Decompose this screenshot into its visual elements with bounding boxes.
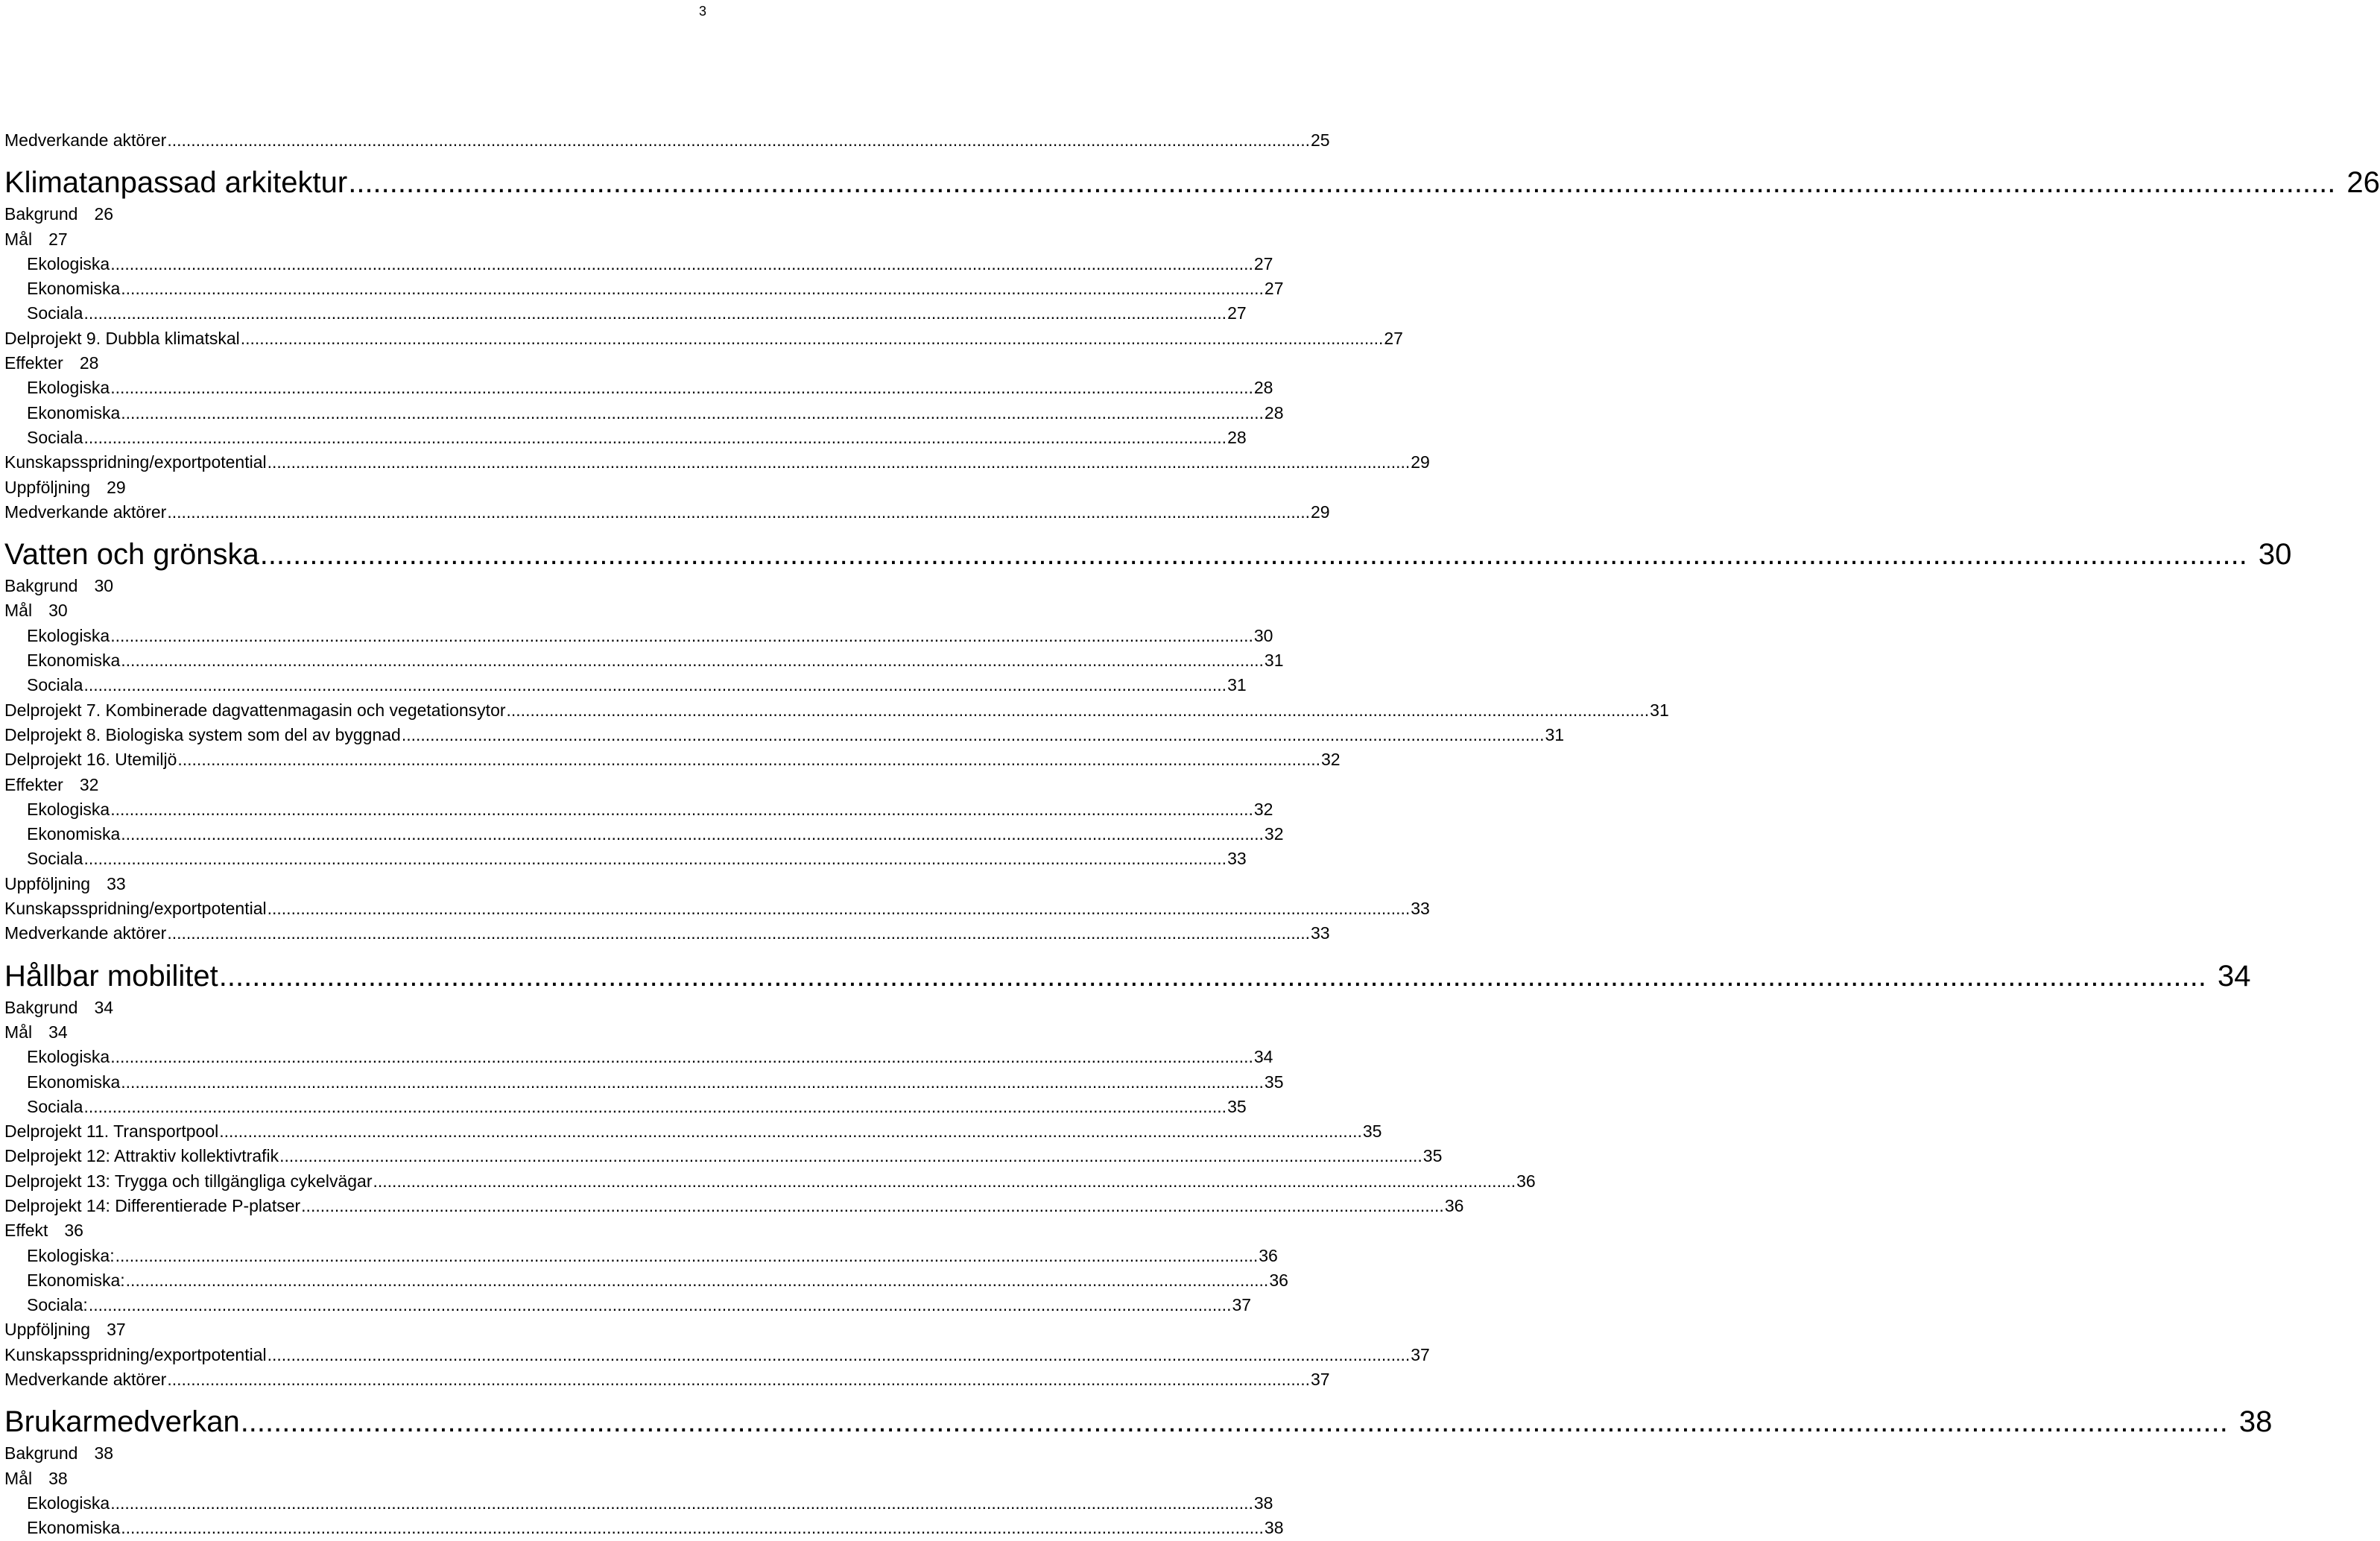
toc-entry-title: Ekonomiska xyxy=(27,279,121,299)
toc-entry-title: Delprojekt 13: Trygga och tillgängliga cykelvägar xyxy=(4,1171,373,1191)
toc-entry[interactable] xyxy=(4,921,1330,946)
toc-entry[interactable] xyxy=(4,1194,1464,1218)
toc-entry-title: Ekologiska xyxy=(27,1047,110,1067)
toc-section-heading[interactable] xyxy=(4,535,2292,574)
toc-entry[interactable] xyxy=(4,673,1247,697)
toc-entry[interactable] xyxy=(4,747,1341,772)
toc-dot-leader: ................................................................................................................................................................................................................................................ xyxy=(267,899,1411,919)
toc-entry[interactable] xyxy=(4,797,1273,822)
toc-entry-title: Delprojekt 14: Differentierade P-platser xyxy=(4,1195,301,1215)
toc-dot-leader: ................................................................................................................................................................................................................................................ xyxy=(88,1295,1232,1315)
toc-entry-title: Medverkande aktörer xyxy=(4,1370,167,1390)
toc-entry-title: Ekonomiska: xyxy=(27,1270,125,1290)
toc-dot-leader: ................................................................................................................................................................................................................................................ xyxy=(83,1096,1227,1116)
toc-page-number: 27 xyxy=(1253,253,1273,273)
toc-entry-title: Sociala xyxy=(27,1096,83,1116)
toc-dot-leader: ................................................................................................................................................................................................................................................ xyxy=(506,700,1650,720)
toc-entry[interactable] xyxy=(4,1020,709,1045)
toc-entry[interactable] xyxy=(4,624,1273,648)
toc-entry[interactable] xyxy=(4,1367,1330,1392)
table-of-contents xyxy=(4,128,2380,1541)
toc-page-number: 29 xyxy=(1310,501,1330,522)
toc-entry[interactable] xyxy=(4,376,1273,400)
toc-page-number: 37 xyxy=(1411,1344,1430,1364)
toc-page-number: 38 xyxy=(1264,1518,1284,1538)
toc-dot-leader: ................................................................................................................................................................................................................................................ xyxy=(121,651,1264,671)
toc-entry-title: Kunskapsspridning/exportpotential xyxy=(4,452,267,472)
toc-dot-leader: ................................................................................................................................................................................................................................................ xyxy=(83,849,1227,869)
toc-page-number: 30 xyxy=(94,576,114,596)
toc-dot-leader: ................................................................................................................................................................................................................................................ xyxy=(167,130,1310,150)
toc-entry-title: Uppföljning xyxy=(4,477,91,497)
toc-page-number: 37 xyxy=(1310,1370,1330,1390)
toc-dot-leader: ................................................................................................................................................................................................................................................ xyxy=(121,1072,1264,1092)
toc-entry-title: Ekonomiska xyxy=(27,1518,121,1538)
toc-page-number: 35 xyxy=(1227,1096,1247,1116)
toc-page-number: 35 xyxy=(1422,1146,1443,1166)
toc-page-number: 32 xyxy=(1321,750,1341,770)
toc-entry-title: Bakgrund xyxy=(4,204,78,224)
toc-entry-title: Medverkande aktörer xyxy=(4,130,167,150)
page-number: 3 xyxy=(698,4,706,19)
toc-entry[interactable] xyxy=(4,1293,1252,1317)
toc-entry-title: Sociala: xyxy=(27,1295,88,1315)
toc-dot-leader: ................................................................................................................................................................................................................................................ xyxy=(279,1146,1422,1166)
toc-page-number: 36 xyxy=(1259,1245,1278,1265)
toc-page-number: 30 xyxy=(48,601,68,621)
toc-page-number: 38 xyxy=(48,1468,68,1488)
toc-page-number: 25 xyxy=(1310,130,1330,150)
toc-dot-leader: ................................................................................................................................................................................................................................................ xyxy=(125,1270,1269,1290)
toc-dot-leader: ................................................................................................................................................................................................................................................ xyxy=(259,538,2247,572)
toc-dot-leader: ................................................................................................................................................................................................................................................ xyxy=(121,279,1264,299)
toc-entry-title: Delprojekt 7. Kombinerade dagvattenmagasin och vegetationsytor xyxy=(4,700,506,720)
toc-entry[interactable] xyxy=(4,1466,709,1491)
toc-entry-title: Delprojekt 16. Utemiljö xyxy=(4,750,177,770)
toc-entry[interactable] xyxy=(4,1343,1430,1367)
toc-page-number: 35 xyxy=(1362,1121,1382,1142)
toc-entry-title: Kunskapsspridning/exportpotential xyxy=(4,1344,267,1364)
toc-page-number: 36 xyxy=(1269,1270,1288,1290)
toc-entry[interactable] xyxy=(4,574,709,598)
toc-page-number: 34 xyxy=(48,1022,68,1042)
toc-entry-title: Effekt xyxy=(4,1221,48,1241)
toc-page-number: 31 xyxy=(1545,724,1565,744)
toc-entry-title: Ekologiska xyxy=(27,1493,110,1513)
toc-dot-leader: ................................................................................................................................................................................................................................................ xyxy=(177,750,1321,770)
toc-page-number: 31 xyxy=(1650,700,1669,720)
toc-entry[interactable] xyxy=(4,1169,1536,1194)
toc-entry[interactable] xyxy=(4,252,1273,276)
toc-dot-leader: ................................................................................................................................................................................................................................................ xyxy=(167,923,1310,943)
toc-page-number: 33 xyxy=(107,873,126,893)
toc-entry-title: Mål xyxy=(4,601,33,621)
toc-entry[interactable] xyxy=(4,227,709,252)
toc-page-number: 37 xyxy=(1232,1295,1252,1315)
toc-page-number: 38 xyxy=(2238,1405,2273,1439)
toc-entry[interactable] xyxy=(4,450,1430,475)
toc-page-number: 31 xyxy=(1264,651,1284,671)
toc-dot-leader: ................................................................................................................................................................................................................................................ xyxy=(348,166,2336,200)
toc-page-number: 32 xyxy=(1264,824,1284,844)
toc-page-number: 29 xyxy=(107,477,126,497)
toc-dot-leader: ................................................................................................................................................................................................................................................ xyxy=(110,1047,1253,1067)
toc-entry-title: Medverkande aktörer xyxy=(4,923,167,943)
toc-page-number: 36 xyxy=(64,1221,83,1241)
toc-dot-leader: ................................................................................................................................................................................................................................................ xyxy=(240,328,1384,348)
toc-page-number: 27 xyxy=(48,229,68,249)
toc-page-number: 32 xyxy=(79,774,99,794)
toc-entry[interactable] xyxy=(4,648,1284,673)
toc-section-heading[interactable] xyxy=(4,163,2380,202)
toc-page-number: 33 xyxy=(1411,899,1430,919)
toc-entry[interactable] xyxy=(4,326,1403,351)
toc-page-number: 36 xyxy=(1516,1171,1536,1191)
toc-dot-leader: ................................................................................................................................................................................................................................................ xyxy=(110,625,1253,645)
toc-page-number: 27 xyxy=(1264,279,1284,299)
toc-page-number: 34 xyxy=(94,997,114,1017)
toc-entry[interactable] xyxy=(4,896,1430,921)
toc-entry-title: Sociala xyxy=(27,303,83,323)
toc-dot-leader: ................................................................................................................................................................................................................................................ xyxy=(110,1493,1253,1513)
toc-page-number: 26 xyxy=(2346,166,2380,200)
toc-entry[interactable] xyxy=(4,425,1247,450)
toc-entry-title: Vatten och grönska xyxy=(4,538,259,572)
toc-dot-leader: ................................................................................................................................................................................................................................................ xyxy=(121,1518,1264,1538)
toc-page-number: 36 xyxy=(1444,1195,1464,1215)
toc-entry-title: Ekonomiska xyxy=(27,651,121,671)
toc-entry-title: Kunskapsspridning/exportpotential xyxy=(4,899,267,919)
toc-entry-title: Bakgrund xyxy=(4,576,78,596)
toc-entry-title: Delprojekt 11. Transportpool xyxy=(4,1121,219,1142)
toc-dot-leader: ................................................................................................................................................................................................................................................ xyxy=(110,253,1253,273)
toc-page-number: 38 xyxy=(1253,1493,1273,1513)
toc-entry[interactable] xyxy=(4,1045,1273,1069)
toc-dot-leader: ................................................................................................................................................................................................................................................ xyxy=(167,501,1310,522)
toc-entry-title: Uppföljning xyxy=(4,873,91,893)
toc-entry-title: Mål xyxy=(4,1022,33,1042)
toc-page-number: 37 xyxy=(107,1320,126,1340)
toc-dot-leader: ................................................................................................................................................................................................................................................ xyxy=(401,724,1545,744)
toc-entry[interactable] xyxy=(4,1491,1273,1516)
toc-page-number: 32 xyxy=(1253,799,1273,819)
toc-page-number: 27 xyxy=(1384,328,1403,348)
toc-entry[interactable] xyxy=(4,598,709,623)
toc-entry-title: Effekter xyxy=(4,353,63,373)
toc-entry[interactable] xyxy=(4,847,1247,871)
toc-entry-title: Delprojekt 12: Attraktiv kollektivtrafik xyxy=(4,1146,279,1166)
toc-page-number: 31 xyxy=(1227,675,1247,695)
toc-entry[interactable] xyxy=(4,698,1669,723)
toc-entry[interactable] xyxy=(4,1095,1247,1119)
toc-entry-title: Ekologiska xyxy=(27,253,110,273)
toc-dot-leader: ................................................................................................................................................................................................................................................ xyxy=(110,799,1253,819)
toc-dot-leader: ................................................................................................................................................................................................................................................ xyxy=(115,1245,1259,1265)
toc-entry-title: Delprojekt 9. Dubbla klimatskal xyxy=(4,328,240,348)
toc-page-number: 33 xyxy=(1310,923,1330,943)
toc-dot-leader: ................................................................................................................................................................................................................................................ xyxy=(267,452,1411,472)
toc-entry-title: Effekter xyxy=(4,774,63,794)
toc-page-number: 26 xyxy=(94,204,114,224)
toc-entry-title: Brukarmedverkan xyxy=(4,1405,240,1439)
toc-page-number: 30 xyxy=(2258,538,2292,572)
toc-dot-leader: ................................................................................................................................................................................................................................................ xyxy=(240,1405,2228,1439)
toc-section-heading[interactable] xyxy=(4,957,2251,996)
toc-entry-title: Sociala xyxy=(27,427,83,447)
toc-entry-title: Ekologiska: xyxy=(27,1245,115,1265)
toc-entry[interactable] xyxy=(4,351,709,376)
toc-entry-title: Bakgrund xyxy=(4,1443,78,1464)
toc-entry[interactable] xyxy=(4,996,709,1020)
toc-entry-title: Mål xyxy=(4,1468,33,1488)
toc-section-heading[interactable] xyxy=(4,1402,2273,1441)
toc-page-number: 33 xyxy=(1227,849,1247,869)
toc-entry[interactable] xyxy=(4,773,709,797)
toc-entry-title: Sociala xyxy=(27,849,83,869)
toc-page-number: 28 xyxy=(1253,378,1273,398)
toc-page-number: 28 xyxy=(1264,402,1284,423)
toc-entry[interactable] xyxy=(4,1516,1284,1540)
toc-entry[interactable] xyxy=(4,1244,1278,1268)
toc-page-number: 29 xyxy=(1411,452,1430,472)
toc-entry-title: Delprojekt 8. Biologiska system som del av byggnad xyxy=(4,724,401,744)
toc-entry-title: Klimatanpassad arkitektur xyxy=(4,166,348,200)
toc-entry[interactable] xyxy=(4,301,1247,326)
toc-dot-leader: ................................................................................................................................................................................................................................................ xyxy=(267,1344,1411,1364)
toc-dot-leader: ................................................................................................................................................................................................................................................ xyxy=(218,959,2206,993)
toc-entry[interactable] xyxy=(4,822,1284,847)
toc-dot-leader: ................................................................................................................................................................................................................................................ xyxy=(373,1171,1516,1191)
toc-entry[interactable] xyxy=(4,500,1330,525)
toc-page-number: 30 xyxy=(1253,625,1273,645)
toc-page-number: 38 xyxy=(94,1443,114,1464)
toc-entry[interactable] xyxy=(4,1119,1382,1144)
toc-entry[interactable] xyxy=(4,1441,709,1466)
toc-entry-title: Ekonomiska xyxy=(27,1072,121,1092)
toc-entry-title: Ekonomiska xyxy=(27,824,121,844)
toc-entry-title: Mål xyxy=(4,229,33,249)
toc-entry[interactable] xyxy=(4,401,1284,425)
toc-entry-title: Bakgrund xyxy=(4,997,78,1017)
toc-entry-title: Ekologiska xyxy=(27,799,110,819)
toc-page-number: 34 xyxy=(1253,1047,1273,1067)
toc-entry[interactable] xyxy=(4,872,709,896)
toc-dot-leader: ................................................................................................................................................................................................................................................ xyxy=(301,1195,1444,1215)
toc-dot-leader: ................................................................................................................................................................................................................................................ xyxy=(83,427,1227,447)
toc-entry-title: Ekologiska xyxy=(27,378,110,398)
toc-dot-leader: ................................................................................................................................................................................................................................................ xyxy=(219,1121,1362,1142)
toc-dot-leader: ................................................................................................................................................................................................................................................ xyxy=(110,378,1253,398)
toc-entry-title: Hållbar mobilitet xyxy=(4,959,218,993)
toc-entry-title: Sociala xyxy=(27,675,83,695)
toc-entry-title: Medverkande aktörer xyxy=(4,501,167,522)
toc-entry[interactable] xyxy=(4,1317,709,1342)
toc-entry[interactable] xyxy=(4,202,709,227)
toc-dot-leader: ................................................................................................................................................................................................................................................ xyxy=(83,303,1227,323)
toc-entry-title: Ekonomiska xyxy=(27,402,121,423)
toc-page-number: 34 xyxy=(2217,959,2251,993)
toc-dot-leader: ................................................................................................................................................................................................................................................ xyxy=(121,402,1264,423)
toc-page-number: 35 xyxy=(1264,1072,1284,1092)
toc-entry-title: Uppföljning xyxy=(4,1320,91,1340)
toc-dot-leader: ................................................................................................................................................................................................................................................ xyxy=(121,824,1264,844)
toc-entry[interactable] xyxy=(4,723,1565,747)
toc-page-number: 28 xyxy=(1227,427,1247,447)
toc-entry[interactable] xyxy=(4,1218,709,1243)
toc-entry[interactable] xyxy=(4,475,709,500)
toc-dot-leader: ................................................................................................................................................................................................................................................ xyxy=(167,1370,1310,1390)
toc-entry[interactable] xyxy=(4,1268,1288,1293)
toc-page-number: 27 xyxy=(1227,303,1247,323)
toc-dot-leader: ................................................................................................................................................................................................................................................ xyxy=(83,675,1227,695)
toc-page-number: 28 xyxy=(79,353,99,373)
toc-entry[interactable] xyxy=(4,1070,1284,1095)
toc-entry[interactable] xyxy=(4,276,1284,301)
toc-entry-title: Ekologiska xyxy=(27,625,110,645)
toc-entry[interactable] xyxy=(4,128,1330,153)
toc-entry[interactable] xyxy=(4,1144,1443,1168)
